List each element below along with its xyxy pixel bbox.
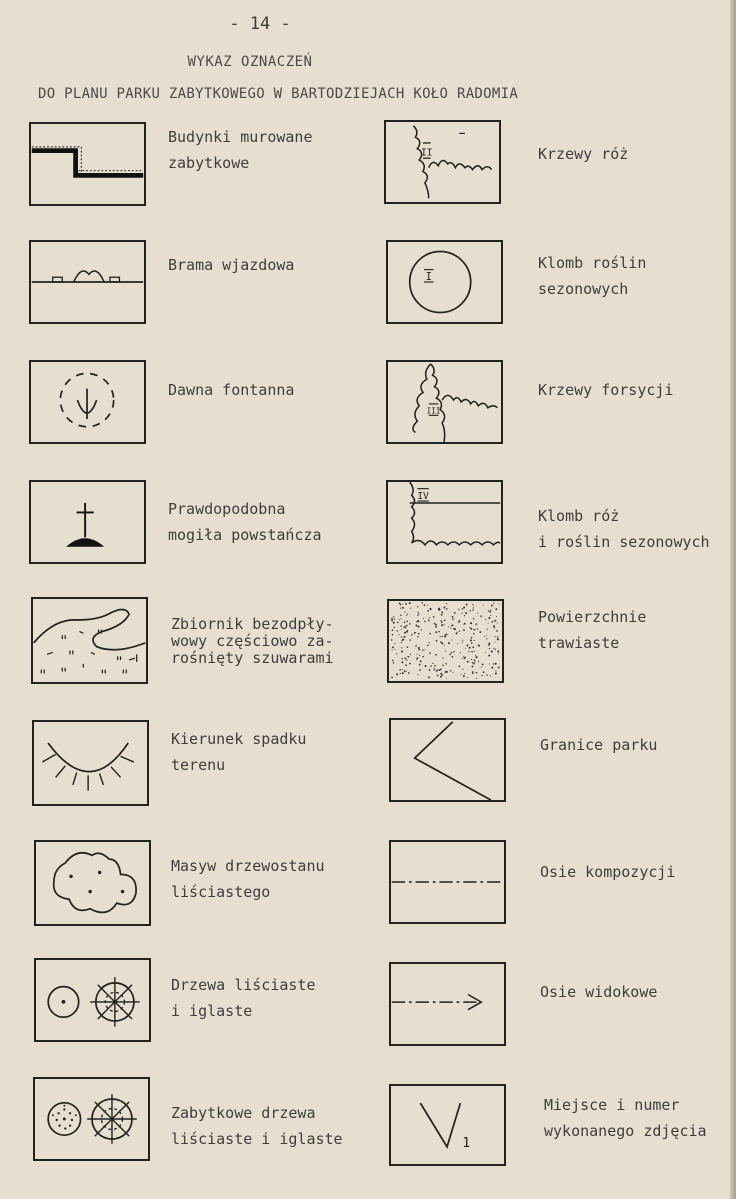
legend-label-deciduous-stand: Masyw drzewostanu liściastego	[171, 857, 325, 901]
view-axis-symbol	[389, 962, 506, 1046]
legend-label-photo-spot: Miejsce i numer wykonanego zdjęcia	[544, 1096, 707, 1140]
roman-numeral-rose-flowerbed: IV	[417, 491, 429, 503]
gate-symbol	[29, 240, 146, 324]
composition-axis-symbol	[389, 840, 506, 924]
legend-label-view-axis: Osie widokowe	[540, 983, 658, 1001]
deciduous-stand-symbol	[34, 840, 151, 926]
legend-label-park-boundary: Granice parku	[540, 736, 658, 754]
legend-label-rose-flowerbed: Klomb róż i roślin sezonowych	[538, 507, 710, 551]
page-title: WYKAZ OZNACZEŃ	[187, 54, 313, 70]
legend-label-flowerbed: Klomb roślin sezonowych	[538, 254, 647, 298]
roman-numeral-flowerbed: I	[425, 271, 432, 284]
forsythia-symbol	[386, 360, 503, 444]
legend-label-trees: Drzewa liściaste i iglaste	[171, 976, 316, 1020]
building-symbol	[29, 122, 146, 206]
trees-symbol	[34, 958, 151, 1042]
grass-symbol	[387, 599, 504, 683]
park-boundary-symbol	[389, 718, 506, 802]
legend-label-slope: Kierunek spadku terenu	[171, 730, 307, 774]
historic-trees-symbol	[33, 1077, 150, 1161]
legend-label-fountain: Dawna fontanna	[168, 381, 295, 399]
rose-shrubs-symbol	[384, 120, 501, 204]
legend-label-rose-shrubs: Krzewy róż	[538, 145, 629, 163]
legend-label-composition-axis: Osie kompozycji	[540, 863, 676, 881]
page-edge-shadow	[730, 0, 736, 1199]
photo-number: 1	[462, 1135, 471, 1151]
flowerbed-symbol	[386, 240, 503, 324]
page-subtitle: DO PLANU PARKU ZABYTKOWEGO W BARTODZIEJACH KOŁO RADOMIA	[38, 86, 519, 102]
legend-label-buildings: Budynki murowane zabytkowe	[168, 128, 313, 172]
page-number: - 14 -	[229, 14, 291, 34]
slope-symbol	[32, 720, 149, 806]
grave-cross-symbol	[29, 480, 146, 564]
legend-label-gate: Brama wjazdowa	[168, 256, 295, 274]
rose-flowerbed-symbol	[386, 480, 503, 564]
roman-numeral-rose-shrubs: II	[421, 147, 433, 159]
pond-reeds-symbol	[31, 597, 148, 684]
roman-numeral-forsythia: III	[426, 406, 441, 416]
photo-spot-symbol	[389, 1084, 506, 1166]
fountain-symbol	[29, 360, 146, 444]
legend-label-forsythia: Krzewy forsycji	[538, 381, 674, 399]
legend-label-grass: Powierzchnie trawiaste	[538, 608, 647, 652]
legend-label-grave: Prawdopodobna mogiła powstańcza	[168, 500, 322, 544]
legend-label-historic-trees: Zabytkowe drzewa liściaste i iglaste	[171, 1104, 343, 1148]
legend-label-pond: Zbiornik bezodpły- wowy częściowo za- rośnięty szuwarami	[171, 615, 334, 667]
